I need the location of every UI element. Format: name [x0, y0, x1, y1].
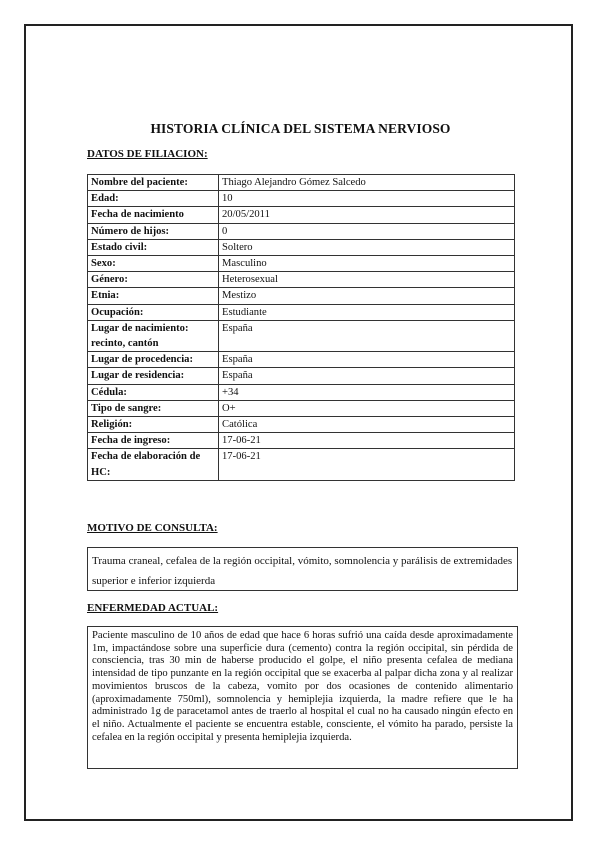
row-field-label: Fecha de ingreso: — [88, 433, 219, 449]
row-field-value: Heterosexual — [219, 272, 515, 288]
table-row — [88, 175, 515, 191]
table-row — [88, 207, 515, 223]
enfermedad-actual-text: Paciente masculino de 10 años de edad que hace 6 horas sufrió una caída desde aproximadamente 1m, impactándose sobre una superficie dura (cemento) contra la región occipital, sin pérdida de consciencia, tras 30 min de haberse producido el golpe, el niño presenta cefalea de mediana intensidad de tipo punzante en la región occipital que se exacerba al palpar dicha zona y al realizar movimientos bruscos de la cabeza, vomito por dos ocasiones de contenido alimentario (aproximadamente 750ml), somnolencia y hemiplejia izquierda, la madre refiere que le ha administrado 1g de paracetamol antes de traerlo al hospital el cual no ha causado ningún efecto en el niño. Actualmente el paciente se encuentra estable, consciente, el vómito ha parado, persiste la cefalea en la región occipital y presenta hemiplejia izquierda. — [92, 630, 513, 743]
row-field-value: Thiago Alejandro Gómez Salcedo — [219, 175, 515, 191]
row-field-value: O+ — [219, 400, 515, 416]
row-field-label: Lugar de nacimiento: recinto, cantón — [88, 320, 219, 351]
row-field-value: España — [219, 352, 515, 368]
table-row — [88, 433, 515, 449]
row-field-label: Edad: — [88, 191, 219, 207]
row-field-label: Cédula: — [88, 384, 219, 400]
filiacion-table — [87, 174, 515, 481]
table-row — [88, 288, 515, 304]
row-field-label: Religión: — [88, 417, 219, 433]
row-field-label: Tipo de sangre: — [88, 400, 219, 416]
row-field-label: Número de hijos: — [88, 223, 219, 239]
row-field-value: Católica — [219, 417, 515, 433]
row-field-label: Estado civil: — [88, 239, 219, 255]
row-field-value: España — [219, 320, 515, 351]
row-field-value: 0 — [219, 223, 515, 239]
enfermedad-actual-heading: ENFERMEDAD ACTUAL: — [87, 602, 219, 614]
document-title: HISTORIA CLÍNICA DEL SISTEMA NERVIOSO — [150, 121, 451, 136]
row-field-value: Masculino — [219, 256, 515, 272]
table-row — [88, 449, 515, 480]
row-field-value: España — [219, 368, 515, 384]
row-field-label: Etnia: — [88, 288, 219, 304]
row-field-value: 20/05/2011 — [219, 207, 515, 223]
table-row — [88, 223, 515, 239]
row-field-label: Lugar de residencia: — [88, 368, 219, 384]
table-row — [88, 352, 515, 368]
row-field-value: +34 — [219, 384, 515, 400]
motivo-consulta-text: Trauma craneal, cefalea de la región occipital, vómito, somnolencia y parálisis de extremidades superior e inferior izquierda — [92, 555, 513, 587]
row-field-value: 17-06-21 — [219, 449, 515, 480]
row-field-label: Fecha de nacimiento — [88, 207, 219, 223]
motivo-consulta-box — [87, 547, 518, 591]
row-field-label: Nombre del paciente: — [88, 175, 219, 191]
datos-filiacion-heading: DATOS DE FILIACION: — [87, 148, 208, 160]
motivo-consulta-heading: MOTIVO DE CONSULTA: — [87, 522, 218, 534]
row-field-value: 17-06-21 — [219, 433, 515, 449]
row-field-label: Género: — [88, 272, 219, 288]
row-field-label: Ocupación: — [88, 304, 219, 320]
row-field-value: Estudiante — [219, 304, 515, 320]
table-row — [88, 320, 515, 351]
row-field-value: Mestizo — [219, 288, 515, 304]
row-field-label: Fecha de elaboración de HC: — [88, 449, 219, 480]
row-field-label: Lugar de procedencia: — [88, 352, 219, 368]
table-row — [88, 272, 515, 288]
row-field-value: 10 — [219, 191, 515, 207]
table-row — [88, 191, 515, 207]
table-row — [88, 368, 515, 384]
table-row — [88, 400, 515, 416]
table-row — [88, 256, 515, 272]
table-row — [88, 239, 515, 255]
row-field-value: Soltero — [219, 239, 515, 255]
row-field-label: Sexo: — [88, 256, 219, 272]
table-row — [88, 384, 515, 400]
table-row — [88, 417, 515, 433]
table-row — [88, 304, 515, 320]
enfermedad-actual-box — [87, 626, 518, 769]
